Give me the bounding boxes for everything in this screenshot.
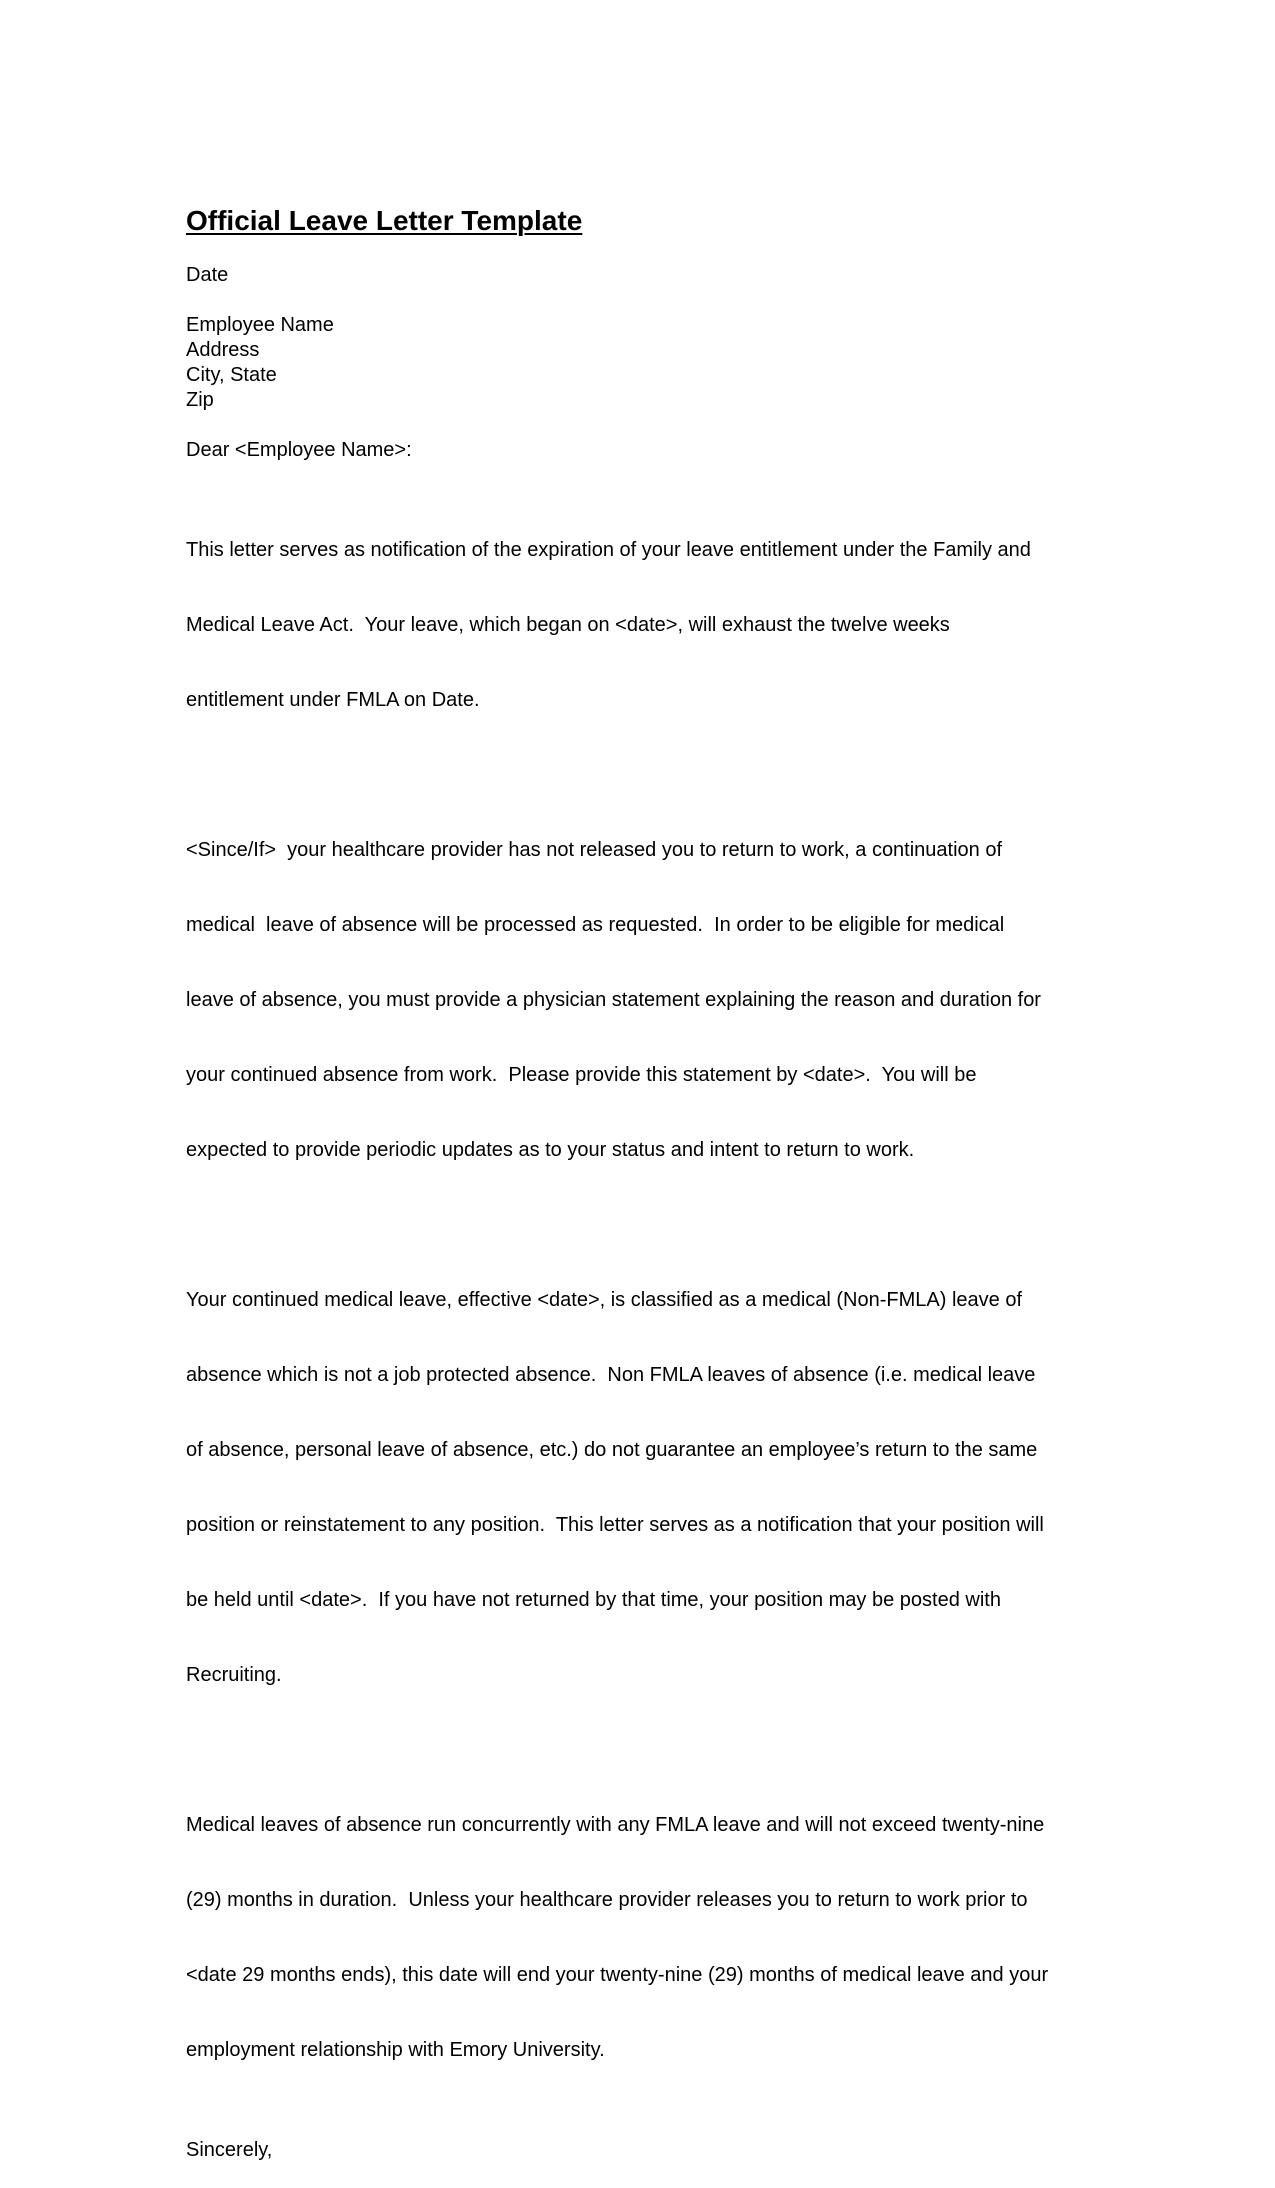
date-label: Date	[186, 264, 229, 286]
paragraph-line: <Since/If> your healthcare provider has not released you to return to work, a continuation of	[186, 839, 1003, 861]
paragraph-line: position or reinstatement to any position. This letter serves as a notification that your position will	[186, 1514, 1044, 1536]
paragraph-line: <date 29 months ends), this date will end your twenty-nine (29) months of medical leave and your	[186, 1964, 1049, 1986]
paragraph-non-fmla-leave	[186, 1238, 1086, 1738]
salutation: Dear <Employee Name>:	[186, 439, 412, 461]
address-street: Address	[186, 339, 260, 361]
paragraph-continuation	[186, 788, 1086, 1213]
date-line-block	[186, 263, 1086, 288]
address-employee-name: Employee Name	[186, 314, 334, 336]
paragraph-line: This letter serves as notification of the expiration of your leave entitlement under the Family and	[186, 539, 1031, 561]
paragraph-fmla-expiration	[186, 488, 1086, 763]
address-city-state: City, State	[186, 364, 277, 386]
paragraph-line: expected to provide periodic updates as to your status and intent to return to work.	[186, 1139, 915, 1161]
paragraph-line: be held until <date>. If you have not returned by that time, your position may be posted with	[186, 1589, 1001, 1611]
paragraph-medical-leave-duration	[186, 1763, 1086, 2113]
paragraph-line: (29) months in duration. Unless your healthcare provider releases you to return to work prior to	[186, 1889, 1028, 1911]
address-block	[186, 313, 1086, 413]
closing: Sincerely,	[186, 2139, 273, 2161]
paragraph-line: Your continued medical leave, effective <date>, is classified as a medical (Non-FMLA) leave of	[186, 1289, 1022, 1311]
paragraph-line: entitlement under FMLA on Date.	[186, 689, 480, 711]
paragraph-line: Recruiting.	[186, 1664, 282, 1686]
letter-body	[186, 203, 1086, 2188]
address-zip: Zip	[186, 389, 214, 411]
document-title: Official Leave Letter Template	[186, 205, 583, 236]
paragraph-line: your continued absence from work. Please provide this statement by <date>. You will be	[186, 1064, 977, 1086]
paragraph-line: leave of absence, you must provide a physician statement explaining the reason and duration for	[186, 989, 1041, 1011]
paragraph-line: Medical leaves of absence run concurrently with any FMLA leave and will not exceed twenty-nine	[186, 1814, 1045, 1836]
paragraph-line: employment relationship with Emory University.	[186, 2039, 605, 2061]
closing-block	[186, 2138, 1086, 2163]
salutation-block	[186, 438, 1086, 463]
paragraph-line: absence which is not a job protected absence. Non FMLA leaves of absence (i.e. medical leave	[186, 1364, 1036, 1386]
paragraph-line: of absence, personal leave of absence, etc.) do not guarantee an employee’s return to the same	[186, 1439, 1038, 1461]
paragraph-line: medical leave of absence will be processed as requested. In order to be eligible for medical	[186, 914, 1005, 936]
paragraph-line: Medical Leave Act. Your leave, which began on <date>, will exhaust the twelve weeks	[186, 614, 950, 636]
